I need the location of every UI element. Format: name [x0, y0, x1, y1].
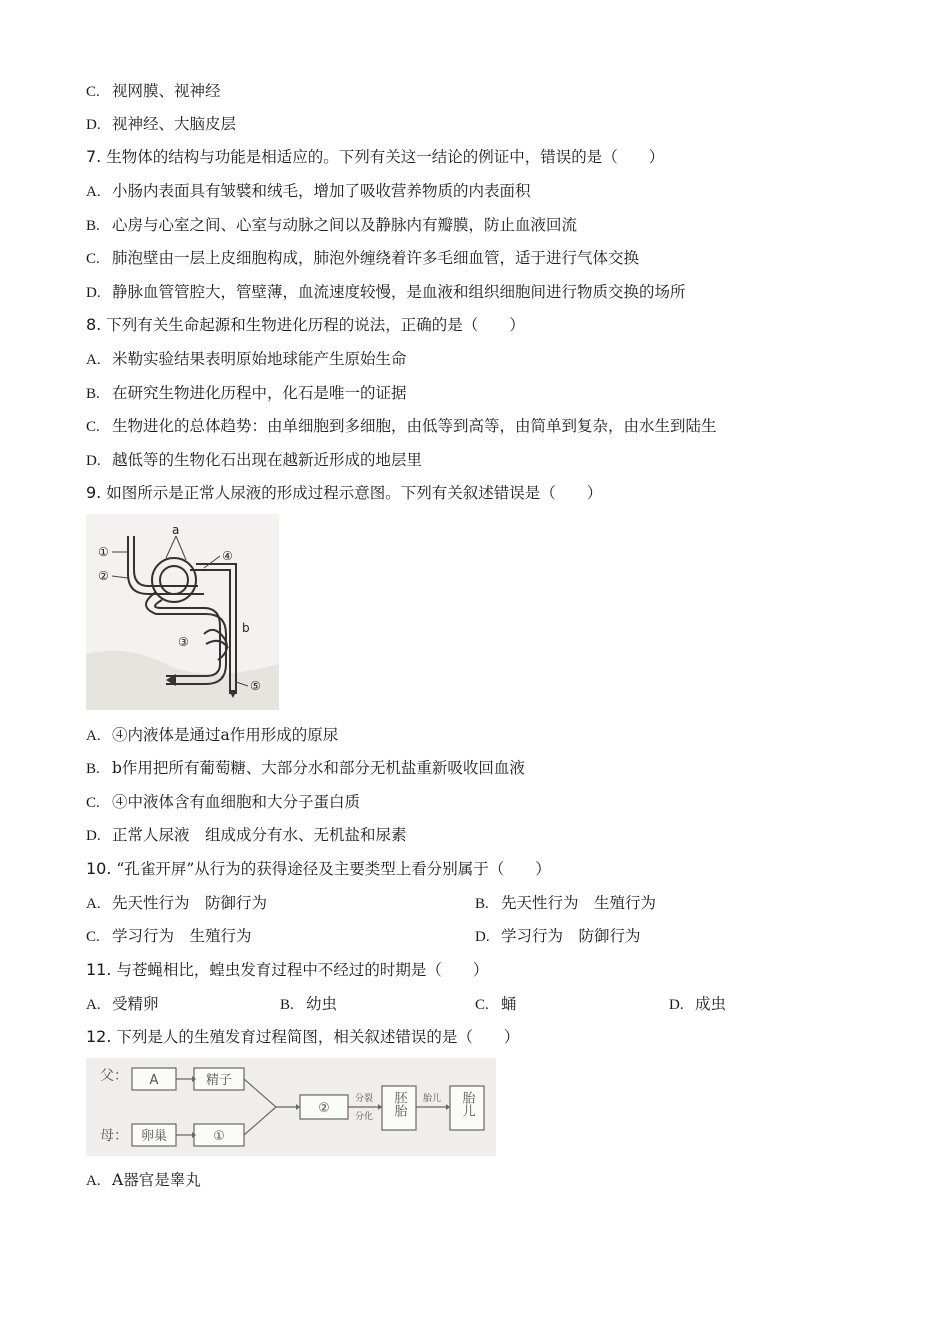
label-5: ⑤ [250, 679, 261, 693]
prev-option-c: C. 视网膜、视神经 [86, 82, 221, 100]
q12-number: 12. [86, 1027, 112, 1046]
box-2-text: ② [318, 1101, 330, 1116]
mother-label: 母： [100, 1128, 128, 1144]
nephron-diagram [86, 514, 279, 710]
q9-option-c: C. ④中液体含有血细胞和大分子蛋白质 [86, 793, 361, 811]
label-1: ① [98, 545, 109, 559]
box-sperm-text: 精子 [205, 1073, 233, 1088]
q9-option-a: A. ④内液体是通过a作用形成的原尿 [86, 726, 339, 744]
fetus-text: 胎儿 [459, 1091, 475, 1117]
q10-option-d: D. 学习行为 防御行为 [475, 927, 641, 945]
q11-option-c: C. 蛹 [475, 995, 517, 1013]
q8-option-b: B. 在研究生物进化历程中，化石是唯一的证据 [86, 384, 407, 402]
q10-option-a: A. 先天性行为 防御行为 [86, 894, 268, 912]
q10-option-b: B. 先天性行为 生殖行为 [475, 894, 657, 912]
reproduction-flowchart [86, 1058, 496, 1156]
label-3: ③ [178, 635, 189, 649]
division-label: 分裂 [354, 1094, 374, 1104]
q11-option-a: A. 受精卵 [86, 995, 159, 1013]
label-a: a [172, 523, 180, 537]
q12-stem: 12. 下列是人的生殖发育过程简图，相关叙述错误的是（ ） [86, 1027, 520, 1046]
q11-option-d: D. 成虫 [669, 995, 727, 1013]
q8-option-c: C. 生物进化的总体趋势：由单细胞到多细胞，由低等到高等，由简单到复杂，由水生到陆生 [86, 417, 717, 435]
q7-number: 7. [86, 147, 102, 166]
q9-option-b: B. b作用把所有葡萄糖、大部分水和部分无机盐重新吸收回血液 [86, 759, 525, 777]
q8-stem: 8. 下列有关生命起源和生物进化历程的说法，正确的是（ ） [86, 315, 525, 334]
reproduction-flowchart-svg [86, 1058, 496, 1156]
father-label: 父： [100, 1068, 128, 1084]
box-1-text: ① [213, 1129, 225, 1144]
q12-option-a: A. A器官是睾丸 [86, 1171, 201, 1189]
differentiation-label: 分化 [354, 1112, 374, 1122]
q7-option-b: B. 心房与心室之间、心室与动脉之间以及静脉内有瓣膜，防止血液回流 [86, 216, 578, 234]
label-b: b [242, 621, 250, 635]
label-4: ④ [222, 549, 233, 563]
box-ovary-text: 卵巢 [140, 1129, 168, 1144]
nephron-diagram-svg [86, 514, 279, 710]
q8-number: 8. [86, 315, 102, 334]
q9-stem: 9. 如图所示是正常人尿液的形成过程示意图。下列有关叙述错误是（ ） [86, 483, 603, 502]
q7-option-d: D. 静脉血管管腔大，管壁薄，血流速度较慢，是血液和组织细胞间进行物质交换的场所 [86, 283, 686, 301]
q7-option-c: C. 肺泡壁由一层上皮细胞构成，肺泡外缠绕着许多毛细血管，适于进行气体交换 [86, 249, 640, 267]
q7-stem: 7. 生物体的结构与功能是相适应的。下列有关这一结论的例证中，错误的是（ ） [86, 147, 665, 166]
q9-option-d: D. 正常人尿液 组成成分有水、无机盐和尿素 [86, 826, 407, 844]
q11-number: 11. [86, 960, 112, 979]
q8-option-d: D. 越低等的生物化石出现在越新近形成的地层里 [86, 451, 423, 469]
label-2: ② [98, 569, 109, 583]
q10-option-c: C. 学习行为 生殖行为 [86, 927, 252, 945]
q7-option-a: A. 小肠内表面具有皱襞和绒毛，增加了吸收营养物质的内表面积 [86, 182, 531, 200]
embryo-text: 胚胎 [391, 1091, 407, 1117]
q10-number: 10. [86, 859, 112, 878]
fetus-arrow-label: 胎儿 [422, 1094, 442, 1104]
q10-stem: 10. “孔雀开屏”从行为的获得途径及主要类型上看分别属于（ ） [86, 859, 551, 878]
q8-option-a: A. 米勒实验结果表明原始地球能产生原始生命 [86, 350, 407, 368]
q9-number: 9. [86, 483, 102, 502]
q11-stem: 11. 与苍蝇相比，蝗虫发育过程中不经过的时期是（ ） [86, 960, 489, 979]
q11-option-b: B. 幼虫 [280, 995, 338, 1013]
prev-option-d: D. 视神经、大脑皮层 [86, 115, 237, 133]
box-a-text: A [149, 1073, 159, 1088]
